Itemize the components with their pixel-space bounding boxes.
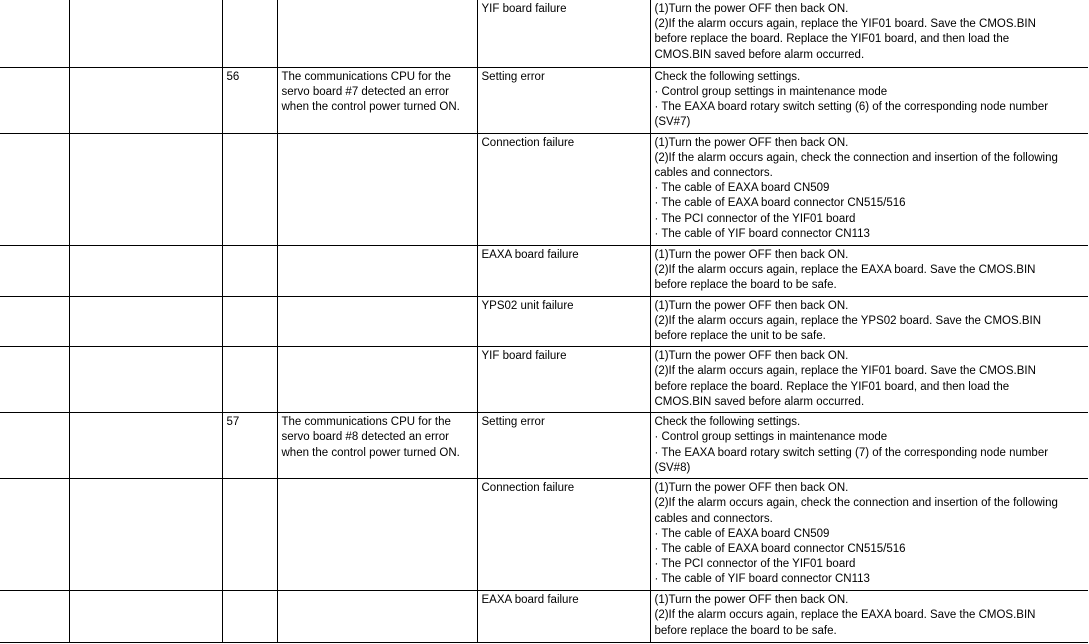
description-cell bbox=[277, 347, 477, 413]
remedy-line: · The cable of YIF board connector CN113 bbox=[654, 573, 870, 586]
alarm-code: 57 bbox=[226, 416, 240, 429]
empty-cell bbox=[69, 413, 222, 479]
remedy-line: (1)Turn the power OFF then back ON. bbox=[654, 299, 849, 312]
empty-cell bbox=[69, 245, 222, 296]
table-row bbox=[0, 0, 1088, 67]
empty-cell bbox=[69, 0, 222, 67]
table-row bbox=[0, 245, 1088, 296]
empty-cell bbox=[69, 133, 222, 245]
remedy-cell bbox=[650, 245, 1088, 296]
remedy-line: · The PCI connector of the YIF01 board bbox=[654, 558, 856, 571]
cause-text: Connection failure bbox=[481, 482, 575, 495]
empty-cell bbox=[0, 479, 69, 591]
empty-cell bbox=[0, 296, 69, 347]
alarm-code-cell bbox=[222, 413, 277, 479]
cause-cell bbox=[477, 296, 650, 347]
remedy-line: Check the following settings. bbox=[654, 416, 801, 429]
table-row bbox=[0, 591, 1088, 643]
remedy-line: (1)Turn the power OFF then back ON. bbox=[654, 136, 849, 149]
remedy-line: CMOS.BIN saved before alarm occurred. bbox=[654, 395, 865, 408]
alarm-code-cell bbox=[222, 479, 277, 591]
table-row bbox=[0, 296, 1088, 347]
remedy-line: · Control group settings in maintenance mode bbox=[654, 431, 888, 444]
empty-cell bbox=[0, 413, 69, 479]
remedy-line: (2)If the alarm occurs again, check the connection and insertion of the following bbox=[654, 497, 1058, 510]
remedy-cell bbox=[650, 133, 1088, 245]
remedy-line: · The cable of EAXA board CN509 bbox=[654, 182, 830, 195]
remedy-line: (2)If the alarm occurs again, replace the YIF01 board. Save the CMOS.BIN bbox=[654, 365, 1036, 378]
cause-cell bbox=[477, 67, 650, 133]
remedy-line: · The EAXA board rotary switch setting (6) of the corresponding node number bbox=[654, 100, 1049, 113]
alarm-code: 56 bbox=[226, 70, 240, 83]
remedy-line: (1)Turn the power OFF then back ON. bbox=[654, 350, 849, 363]
remedy-line: before replace the board to be safe. bbox=[654, 624, 837, 637]
remedy-cell bbox=[650, 413, 1088, 479]
remedy-line: CMOS.BIN saved before alarm occurred. bbox=[654, 48, 865, 61]
table-row bbox=[0, 133, 1088, 245]
remedy-line: (2)If the alarm occurs again, replace the EAXA board. Save the CMOS.BIN bbox=[654, 609, 1036, 622]
remedy-line: cables and connectors. bbox=[654, 166, 773, 179]
empty-cell bbox=[69, 591, 222, 643]
remedy-line: (1)Turn the power OFF then back ON. bbox=[654, 482, 849, 495]
remedy-cell bbox=[650, 347, 1088, 413]
empty-cell bbox=[69, 479, 222, 591]
table-row bbox=[0, 479, 1088, 591]
cause-text: Connection failure bbox=[481, 136, 575, 149]
cause-cell bbox=[477, 479, 650, 591]
description-line: when the control power turned ON. bbox=[281, 100, 460, 113]
remedy-line: · The cable of EAXA board connector CN515/516 bbox=[654, 197, 906, 210]
empty-cell bbox=[69, 296, 222, 347]
description-cell bbox=[277, 245, 477, 296]
alarm-code-cell bbox=[222, 0, 277, 67]
description-cell bbox=[277, 0, 477, 67]
remedy-line: (2)If the alarm occurs again, replace the EAXA board. Save the CMOS.BIN bbox=[654, 263, 1036, 276]
remedy-cell bbox=[650, 0, 1088, 67]
remedy-line: · The PCI connector of the YIF01 board bbox=[654, 212, 856, 225]
alarm-code-cell bbox=[222, 245, 277, 296]
description-line: servo board #7 detected an error bbox=[281, 85, 449, 98]
table-row bbox=[0, 413, 1088, 479]
remedy-line: · The EAXA board rotary switch setting (7) of the corresponding node number bbox=[654, 446, 1049, 459]
alarm-code-cell bbox=[222, 67, 277, 133]
remedy-line: (2)If the alarm occurs again, replace the YIF01 board. Save the CMOS.BIN bbox=[654, 18, 1036, 31]
remedy-cell bbox=[650, 479, 1088, 591]
cause-cell bbox=[477, 0, 650, 67]
remedy-cell bbox=[650, 591, 1088, 643]
cause-cell bbox=[477, 413, 650, 479]
remedy-line: before replace the board. Replace the YIF01 board, and then load the bbox=[654, 380, 1010, 393]
remedy-line: · The cable of EAXA board CN509 bbox=[654, 527, 830, 540]
empty-cell bbox=[69, 347, 222, 413]
empty-cell bbox=[0, 67, 69, 133]
cause-text: YIF board failure bbox=[481, 3, 567, 15]
cause-text: YIF board failure bbox=[481, 350, 567, 363]
table-row bbox=[0, 67, 1088, 133]
remedy-line: cables and connectors. bbox=[654, 512, 773, 525]
cause-text: EAXA board failure bbox=[481, 594, 579, 607]
remedy-line: (2)If the alarm occurs again, replace the YPS02 board. Save the CMOS.BIN bbox=[654, 314, 1042, 327]
remedy-line: before replace the unit to be safe. bbox=[654, 329, 826, 342]
remedy-line: before replace the board. Replace the YIF01 board, and then load the bbox=[654, 33, 1010, 46]
remedy-line: Check the following settings. bbox=[654, 70, 801, 83]
remedy-line: (SV#7) bbox=[654, 116, 691, 129]
description-line: when the control power turned ON. bbox=[281, 446, 460, 459]
description-cell bbox=[277, 479, 477, 591]
empty-cell bbox=[0, 0, 69, 67]
cause-text: Setting error bbox=[481, 70, 545, 83]
empty-cell bbox=[0, 591, 69, 643]
remedy-line: · Control group settings in maintenance mode bbox=[654, 85, 888, 98]
alarm-code-cell bbox=[222, 296, 277, 347]
cause-cell bbox=[477, 591, 650, 643]
cause-cell bbox=[477, 347, 650, 413]
alarm-code-cell bbox=[222, 133, 277, 245]
remedy-line: (1)Turn the power OFF then back ON. bbox=[654, 248, 849, 261]
remedy-line: before replace the board to be safe. bbox=[654, 278, 837, 291]
remedy-line: · The cable of YIF board connector CN113 bbox=[654, 227, 870, 240]
remedy-line: (1)Turn the power OFF then back ON. bbox=[654, 3, 849, 15]
cause-text: EAXA board failure bbox=[481, 248, 579, 261]
description-cell bbox=[277, 67, 477, 133]
description-line: The communications CPU for the bbox=[281, 416, 451, 429]
alarm-code-cell bbox=[222, 591, 277, 643]
cause-text: Setting error bbox=[481, 416, 545, 429]
alarm-code-cell bbox=[222, 347, 277, 413]
description-cell bbox=[277, 133, 477, 245]
description-line: servo board #8 detected an error bbox=[281, 431, 449, 444]
remedy-line: (2)If the alarm occurs again, check the connection and insertion of the following bbox=[654, 151, 1058, 164]
description-line: The communications CPU for the bbox=[281, 70, 451, 83]
remedy-cell bbox=[650, 296, 1088, 347]
cause-cell bbox=[477, 245, 650, 296]
cause-cell bbox=[477, 133, 650, 245]
description-cell bbox=[277, 413, 477, 479]
remedy-line: (SV#8) bbox=[654, 461, 691, 474]
empty-cell bbox=[69, 67, 222, 133]
description-cell bbox=[277, 591, 477, 643]
remedy-cell bbox=[650, 67, 1088, 133]
empty-cell bbox=[0, 133, 69, 245]
table-row bbox=[0, 347, 1088, 413]
empty-cell bbox=[0, 245, 69, 296]
remedy-line: · The cable of EAXA board connector CN515/516 bbox=[654, 542, 906, 555]
empty-cell bbox=[0, 347, 69, 413]
description-cell bbox=[277, 296, 477, 347]
remedy-line: (1)Turn the power OFF then back ON. bbox=[654, 594, 849, 607]
cause-text: YPS02 unit failure bbox=[481, 299, 574, 312]
